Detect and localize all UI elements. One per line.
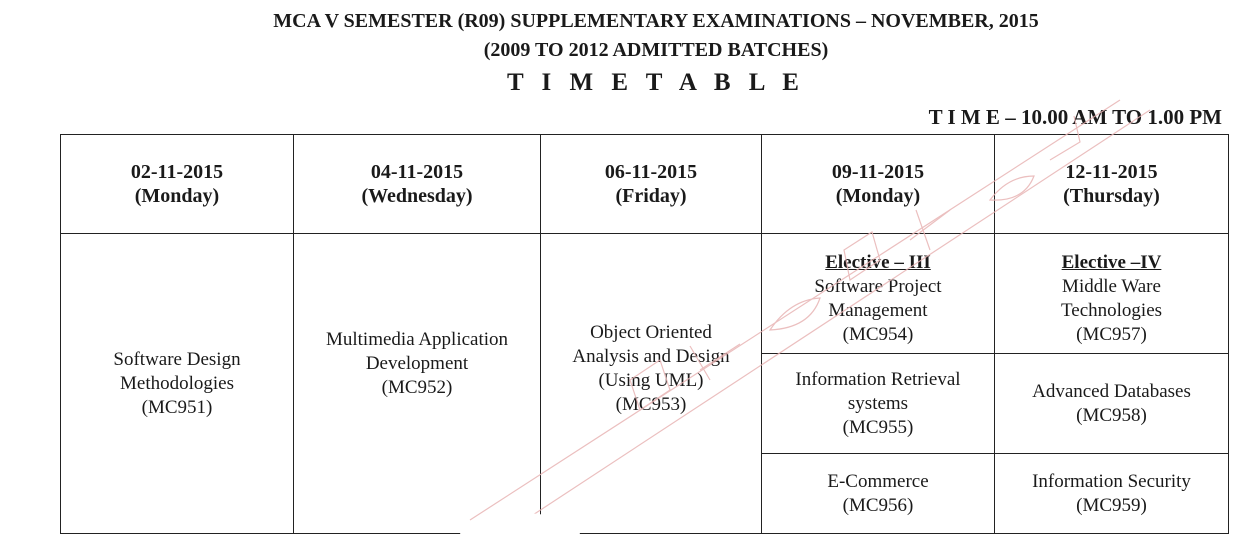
weekday: (Friday) [615,185,687,207]
subject-cell-mc952 [294,234,541,534]
subject-cell-mc953 [541,234,762,534]
subject-cell-mc957 [995,234,1229,354]
elective-label: Elective – III [825,251,931,273]
date: 09-11-2015 [831,161,925,183]
timetable [60,134,1229,534]
subject-cell-mc956 [762,454,995,534]
date: 02-11-2015 [130,161,224,183]
subject-name: Development [365,352,469,374]
subject-code: (MC954) [842,323,914,345]
date-header-2 [294,135,541,234]
batch-subtitle: (2009 TO 2012 ADMITTED BATCHES) [483,39,829,61]
subject-code: (MC957) [1076,323,1147,345]
date-header-5 [995,135,1229,234]
subject-name: Analysis and Design [572,345,730,367]
subject-name: Object Oriented [590,321,712,343]
exam-title: MCA V SEMESTER (R09) SUPPLEMENTARY EXAMINATIONS – NOVEMBER, 2015 [273,10,1039,32]
subject-name: Multimedia Application [325,328,509,350]
subject-name: (Using UML) [598,369,704,391]
subject-cell-mc954 [762,234,995,354]
subject-row [61,234,1229,354]
subject-name: Software Project [814,275,942,297]
subject-name: Information Security [1032,470,1191,492]
subject-code: (MC955) [842,416,914,438]
weekday: (Wednesday) [361,185,473,207]
subject-code: (MC952) [381,376,453,398]
subject-cell-mc958 [995,354,1229,454]
weekday: (Thursday) [1063,185,1160,207]
subject-name: Methodologies [120,372,234,394]
date: 06-11-2015 [604,161,698,183]
subject-name: Technologies [1060,299,1163,321]
date: 12-11-2015 [1065,161,1158,183]
elective-label: Elective –IV [1061,251,1162,273]
subject-name: Information Retrieval [795,368,961,390]
date: 04-11-2015 [370,161,464,183]
subject-cell-mc959 [995,454,1229,534]
subject-code: (MC958) [1076,404,1147,426]
header-row [61,135,1229,234]
subject-code: (MC959) [1076,494,1147,516]
subject-name: Management [828,299,928,321]
subject-name: Middle Ware [1062,275,1161,297]
date-header-4 [762,135,995,234]
weekday: (Monday) [134,185,220,207]
subject-name: Software Design [113,348,241,370]
subject-name: E-Commerce [827,470,929,492]
subject-code: (MC951) [141,396,213,418]
subject-cell-mc951 [61,234,294,534]
subject-code: (MC953) [615,393,687,415]
subject-name: Advanced Databases [1032,380,1191,402]
weekday: (Monday) [835,185,921,207]
subject-code: (MC956) [842,494,914,516]
subject-cell-mc955 [762,354,995,454]
timetable-heading: T I M E T A B L E [507,69,805,96]
date-header-3 [541,135,762,234]
subject-name: systems [847,392,909,414]
exam-time: T I M E – 10.00 AM TO 1.00 PM [928,105,1222,129]
date-header-1 [61,135,294,234]
